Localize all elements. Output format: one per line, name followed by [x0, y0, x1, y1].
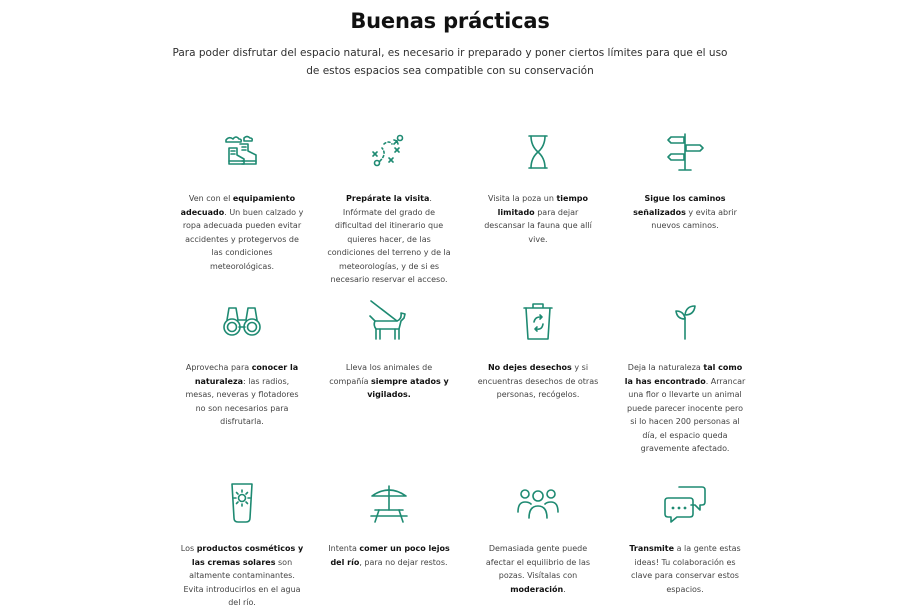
practice-text-run: Demasiada gente puede afectar el equilibrio de las pozas. Visítalas con: [485, 544, 591, 580]
practice-text-run: Intenta: [328, 544, 360, 553]
practice-text: [327, 361, 451, 402]
sprout-icon: [623, 299, 747, 343]
practice-text-bold: equipamiento adecuado: [180, 194, 296, 217]
practice-text: [327, 192, 451, 287]
practice-text-run: : las radios, mesas, neveras y flotadores no son necesarios para disfrutarla.: [185, 376, 299, 426]
practice-text-bold: tal como la has encontrado: [624, 363, 743, 386]
practice-text-run: Visita la poza un: [487, 194, 557, 203]
practice-text-bold: Prepárate la visita: [346, 194, 430, 203]
practice-text: [476, 192, 600, 246]
practice-text-bold: conocer la naturaleza: [194, 363, 299, 386]
practice-text-bold: siempre atados y vigilados.: [367, 376, 449, 399]
practice-text: [476, 361, 600, 402]
practice-text-run: a la gente estas ideas! Tu colaboración es clave para conservar estos espacios.: [631, 544, 741, 594]
practice-text: [623, 542, 747, 596]
practice-text-bold: Transmite: [629, 544, 675, 553]
practice-text: [623, 192, 747, 233]
practice-text: [180, 542, 304, 610]
practice-text-run: . Un buen calzado y ropa adecuada pueden evitar accidentes y protegervos de las condiciones meteorológicas.: [182, 207, 304, 271]
hiking-boots-icon: [180, 130, 304, 174]
practice-text: [180, 192, 304, 273]
hourglass-icon: [476, 130, 600, 174]
practice-text-bold: productos cosméticos y las cremas solares: [191, 544, 304, 567]
practice-text-run: . Infórmate del grado de dificultad del itinerario que quieres hacer, de las condiciones del terreno y de la meteorologías, y de si es necesario reservar el acceso.: [327, 194, 451, 284]
practice-text-run: y evita abrir nuevos caminos.: [651, 207, 737, 230]
page-title: Buenas prácticas: [350, 9, 550, 33]
route-plan-icon: [327, 130, 451, 174]
practice-text-run: Lleva los animales de compañía: [329, 363, 433, 386]
practice-text-run: Deja la naturaleza: [627, 363, 704, 372]
practice-text: [623, 361, 747, 456]
speech-bubbles-icon: [623, 482, 747, 526]
practice-text-run: , para no dejar restos.: [359, 557, 448, 567]
practice-text-run: para dejar descansar la fauna que allí vive.: [484, 207, 592, 244]
practice-text: [327, 542, 451, 569]
practice-text-bold: tiempo limitado: [497, 194, 589, 217]
practice-text-run: y si encuentras desechos de otras personas, recógelos.: [477, 363, 599, 399]
practice-text-bold: moderación: [510, 584, 564, 594]
practice-text-run: . Arrancar una flor o llevarte un animal puede parecer inocente pero si lo hacen 200 personas al día, el espacio queda gravemente afectado.: [627, 376, 746, 453]
practice-text: [476, 542, 600, 596]
sunscreen-icon: [180, 482, 304, 526]
practice-text: [180, 361, 304, 429]
recycle-bin-icon: [476, 299, 600, 343]
practice-text-run: .: [563, 584, 566, 594]
binoculars-icon: [180, 299, 304, 343]
practice-text-bold: No dejes desechos: [487, 363, 572, 372]
dog-on-leash-icon: [327, 299, 451, 343]
practice-text-run: Los: [180, 544, 197, 553]
practice-text-run: son altamente contaminantes. Evita introducirlos en el agua del río.: [183, 557, 301, 607]
page-subtitle: Para poder disfrutar del espacio natural, es necesario ir preparado y poner ciertos límites para que el uso de estos espacios sea compatible con su conservación: [172, 47, 728, 77]
signpost-icon: [623, 130, 747, 174]
practice-text-run: Ven con el: [188, 194, 233, 203]
practice-text-bold: comer un poco lejos del río: [330, 544, 450, 567]
picnic-table-icon: [327, 482, 451, 526]
practice-text-bold: Sigue los caminos señalizados: [633, 194, 726, 217]
practice-text-run: Aprovecha para: [185, 363, 252, 372]
group-of-people-icon: [476, 482, 600, 526]
